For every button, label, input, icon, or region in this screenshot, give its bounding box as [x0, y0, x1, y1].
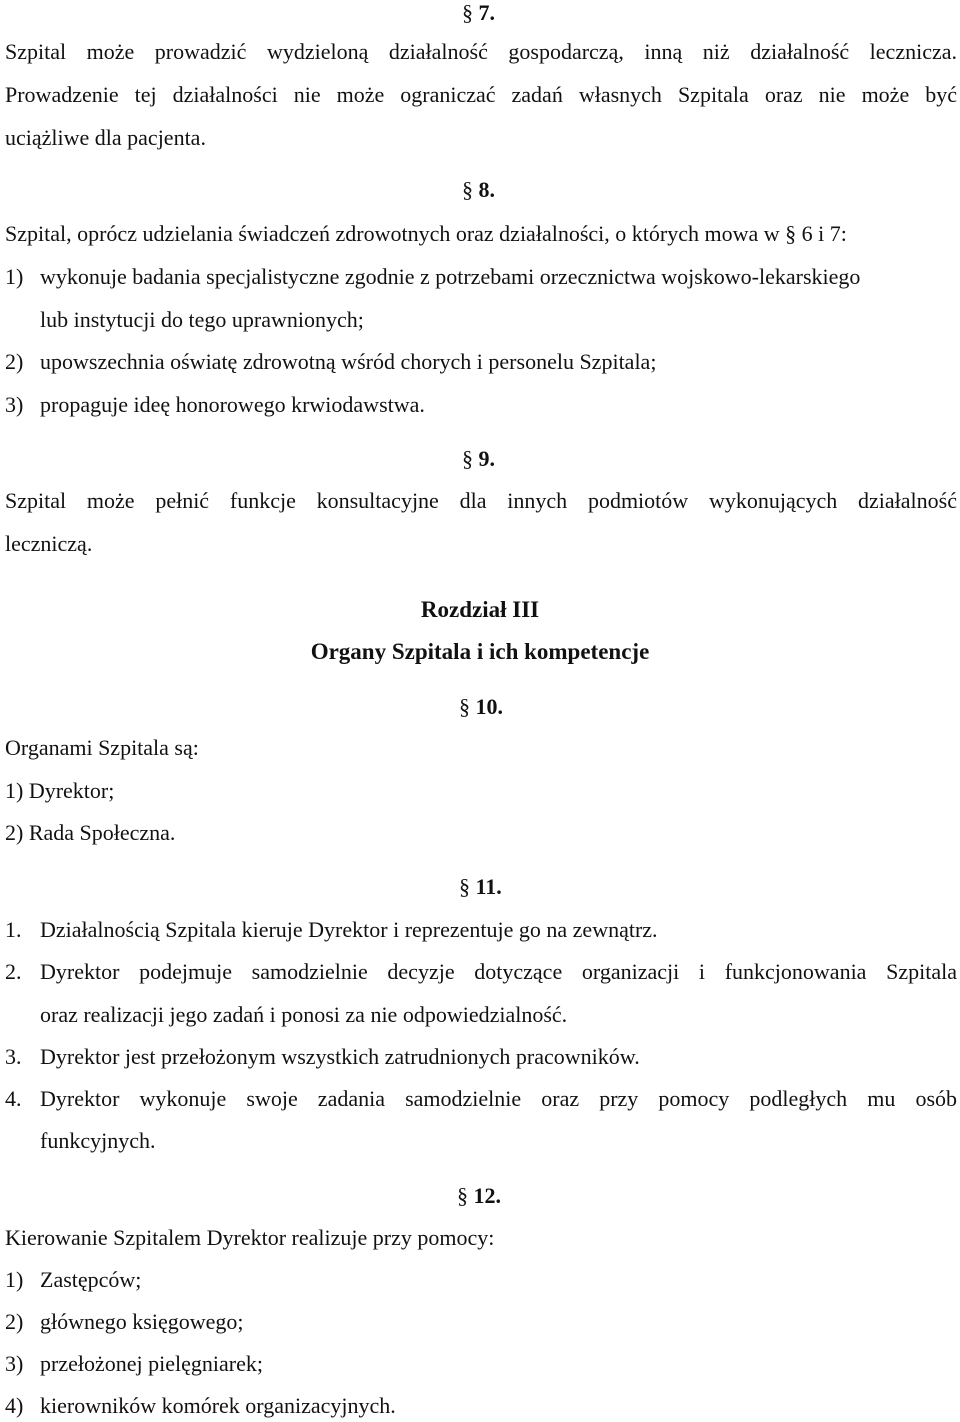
section-9-heading: [462, 446, 495, 472]
list-item-text: oraz realizacji jego zadań i ponosi za nie odpowiedzialność.: [40, 1002, 568, 1027]
section-8-heading: [462, 177, 495, 203]
list-item-text: lub instytucji do tego uprawnionych;: [40, 307, 364, 332]
section-sign: §: [457, 1183, 468, 1208]
paragraph-line: leczniczą.: [5, 531, 93, 556]
chapter-heading: Rozdział III: [420, 597, 540, 622]
list-item-number: 1.: [5, 917, 22, 942]
list-item: 2) Rada Społeczna.: [5, 820, 176, 845]
list-item: 1) Dyrektor;: [5, 778, 115, 803]
section-7-heading: [462, 0, 495, 26]
list-item-number: 2): [5, 1309, 24, 1334]
list-item-number: 1): [5, 264, 24, 289]
section-number: 7.: [478, 0, 495, 25]
section-11-heading: [459, 874, 502, 900]
list-item-text: funkcyjnych.: [40, 1128, 156, 1153]
list-item-number: 2.: [5, 959, 22, 984]
section-number: 12.: [473, 1183, 501, 1208]
list-item-text: propaguje ideę honorowego krwiodawstwa.: [40, 392, 425, 417]
list-item-text: głównego księgowego;: [40, 1309, 244, 1334]
section-12-heading: [457, 1183, 501, 1209]
list-item-number: 3): [5, 1351, 24, 1376]
section-10-heading: [459, 694, 503, 720]
list-item-text: upowszechnia oświatę zdrowotną wśród chorych i personelu Szpitala;: [40, 349, 657, 374]
section-number: 10.: [475, 694, 503, 719]
paragraph-line: Szpital może prowadzić wydzieloną działalność gospodarczą, inną niż działalność lecznicza.: [5, 39, 957, 64]
list-item-number: 4): [5, 1393, 24, 1418]
section-sign: §: [459, 874, 470, 899]
paragraph-line: Szpital, oprócz udzielania świadczeń zdrowotnych oraz działalności, o których mowa w § 6 i 7:: [5, 221, 847, 246]
list-item-text: Zastępców;: [40, 1267, 142, 1292]
list-item-number: 3): [5, 392, 24, 417]
section-sign: §: [462, 0, 473, 25]
section-number: 8.: [478, 177, 495, 202]
list-item-text: Dyrektor jest przełożonym wszystkich zatrudnionych pracowników.: [40, 1044, 640, 1069]
section-sign: §: [462, 446, 473, 471]
paragraph-line: Prowadzenie tej działalności nie może ograniczać zadań własnych Szpitala oraz nie może być: [5, 82, 957, 107]
list-item-text: Dyrektor podejmuje samodzielnie decyzje dotyczące organizacji i funkcjonowania Szpitala: [40, 959, 957, 984]
list-item-number: 2): [5, 349, 24, 374]
list-item-text: kierowników komórek organizacyjnych.: [40, 1393, 396, 1418]
paragraph-line: uciążliwe dla pacjenta.: [5, 125, 206, 150]
list-item-text: przełożonej pielęgniarek;: [40, 1351, 263, 1376]
list-item-number: 1): [5, 1267, 24, 1292]
paragraph-line: Szpital może pełnić funkcje konsultacyjne dla innych podmiotów wykonujących działalność: [5, 488, 957, 513]
section-number: 9.: [478, 446, 495, 471]
list-item-text: wykonuje badania specjalistyczne zgodnie z potrzebami orzecznictwa wojskowo-lekarskiego: [40, 264, 861, 289]
section-sign: §: [459, 694, 470, 719]
section-number: 11.: [475, 874, 502, 899]
list-item-number: 3.: [5, 1044, 22, 1069]
list-item-number: 4.: [5, 1086, 22, 1111]
list-item-text: Działalnością Szpitala kieruje Dyrektor i reprezentuje go na zewnątrz.: [40, 917, 658, 942]
list-item-text: Dyrektor wykonuje swoje zadania samodzielnie oraz przy pomocy podległych mu osób: [40, 1086, 957, 1111]
paragraph-line: Kierowanie Szpitalem Dyrektor realizuje przy pomocy:: [5, 1225, 495, 1250]
paragraph-line: Organami Szpitala są:: [5, 735, 199, 760]
chapter-title: Organy Szpitala i ich kompetencje: [310, 639, 650, 664]
section-sign: §: [462, 177, 473, 202]
